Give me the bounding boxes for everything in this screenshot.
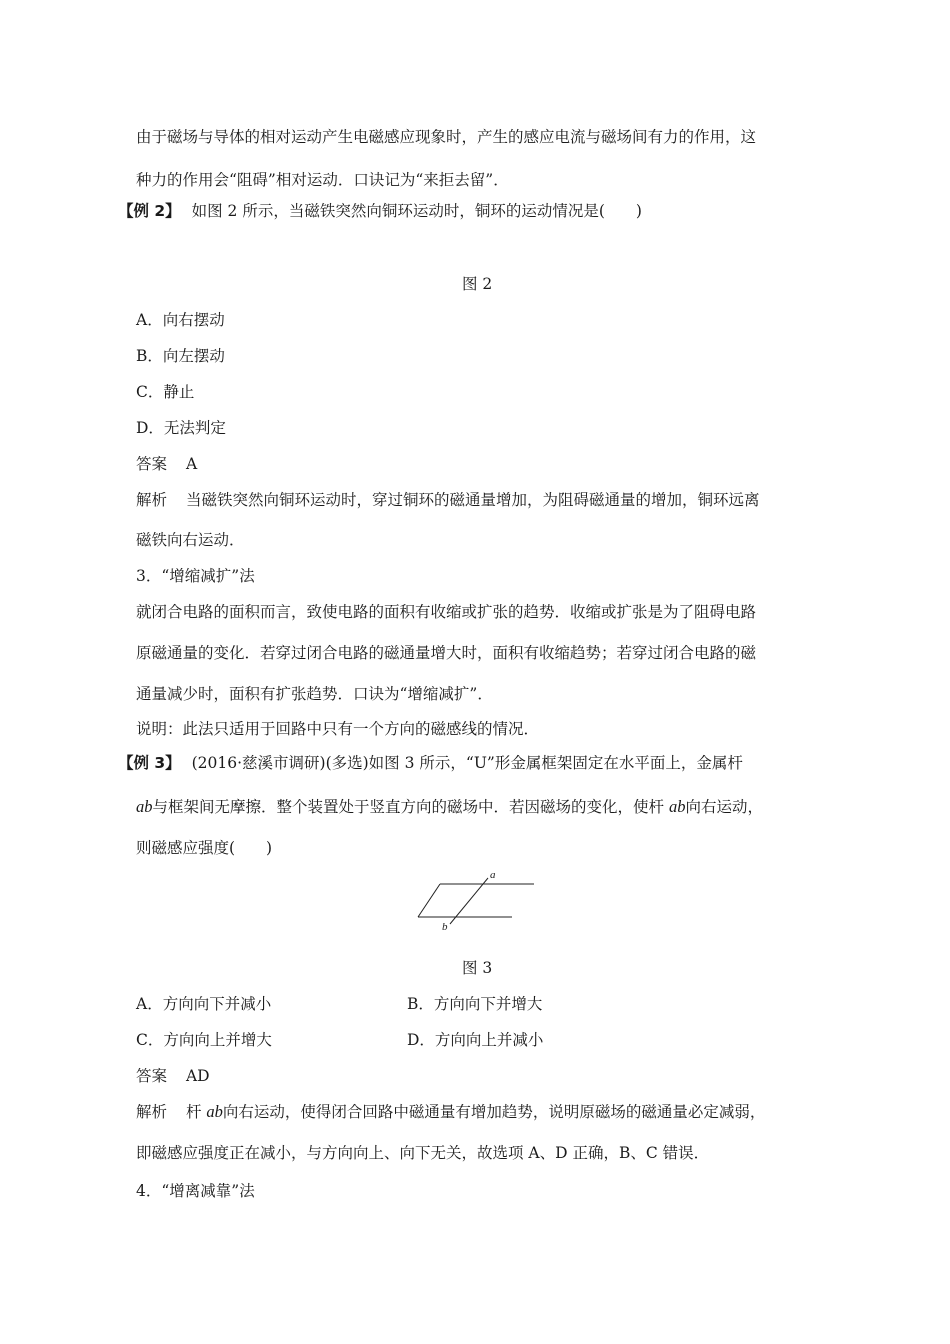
figure3-diagram: [410, 866, 540, 934]
figure3-label-b: b: [442, 921, 448, 933]
example2-question: 如图 2 所示，当磁铁突然向铜环运动时，铜环的运动情况是( ): [191, 202, 642, 220]
example3-analysis-text: 向右运动，使得闭合回路中磁通量有增加趋势，说明原磁场的磁通量必定减弱，: [222, 1103, 766, 1121]
intro-line-2: 种力的作用会“阻碍”相对运动．口诀记为“来拒去留”．: [136, 171, 509, 189]
intro-line-1: 由于磁场与导体的相对运动产生电磁感应现象时，产生的感应电流与磁场间有力的作用，这: [136, 128, 757, 146]
example3-line-3: 则磁感应强度( ): [136, 839, 273, 857]
figure2-caption: 图 2: [462, 275, 493, 293]
example3-analysis-line-2: 即磁感应强度正在减小，与方向向上、向下无关，故选项 A、D 正确，B、C 错误．: [136, 1144, 710, 1162]
section3-note: 说明：此法只适用于回路中只有一个方向的磁感线的情况．: [136, 720, 540, 738]
example2-option-d: D．无法判定: [136, 419, 226, 437]
example2-analysis-line-2: 磁铁向右运动．: [136, 531, 245, 549]
example3-line-2: [136, 797, 763, 817]
frame-left-side: [418, 884, 440, 917]
example3-answer-label: 答案: [136, 1067, 168, 1085]
example3-option-a: A．方向向下并减小: [136, 995, 272, 1013]
example3-line2-end: 向右运动，: [685, 798, 763, 816]
example2-question-line: [118, 201, 642, 221]
example2-tag: 【例 2】: [118, 202, 181, 220]
example2-answer: A: [185, 455, 198, 473]
figure3-caption: 图 3: [462, 959, 493, 977]
example3-answer: AD: [185, 1067, 210, 1085]
example3-analysis-label: 解析: [136, 1103, 168, 1121]
section3-line-1: 就闭合电路的面积而言，致使电路的面积有收缩或扩张的趋势．收缩或扩张是为了阻碍电路: [136, 603, 757, 621]
rod-ab-label-2: ab: [668, 797, 686, 816]
rod-ab-label: ab: [136, 797, 153, 816]
example3-tag: 【例 3】: [118, 754, 181, 772]
example3-option-c: C．方向向上并增大: [136, 1031, 272, 1049]
section4-heading: 4．“增离减靠”法: [136, 1182, 255, 1200]
example3-line1-text: (2016·慈溪市调研)(多选)如图 3 所示，“U”形金属框架固定在水平面上，金属杆: [191, 754, 743, 772]
example3-option-d: D．方向向上并减小: [407, 1031, 544, 1049]
example2-answer-line: [136, 454, 197, 474]
example3-line2-mid: 与框架间无摩擦．整个装置处于竖直方向的磁场中．若因磁场的变化，使杆: [152, 798, 665, 816]
example2-answer-label: 答案: [136, 455, 168, 473]
section3-heading: 3．“增缩减扩”法: [136, 567, 255, 585]
example2-option-b: B．向左摆动: [136, 347, 225, 365]
example3-analysis-pre: 杆: [185, 1103, 202, 1121]
example3-answer-line: [136, 1066, 210, 1086]
figure3-label-a: a: [490, 869, 496, 881]
example2-analysis-label: 解析: [136, 491, 168, 509]
example3-line-1: [118, 753, 743, 773]
section3-line-3: 通量减少时，面积有扩张趋势．口诀为“增缩减扩”．: [136, 685, 493, 703]
example2-option-c: C．静止: [136, 383, 195, 401]
section3-line-2: 原磁通量的变化．若穿过闭合电路的磁通量增大时，面积有收缩趋势；若穿过闭合电路的磁: [136, 644, 757, 662]
example2-analysis-line-1: [136, 490, 759, 510]
example2-analysis-text: 当磁铁突然向铜环运动时，穿过铜环的磁通量增加，为阻碍磁通量的增加，铜环远离: [185, 491, 760, 509]
example2-option-a: A．向右摆动: [136, 311, 225, 329]
rod-ab-label-3: ab: [206, 1102, 223, 1121]
example3-option-b: B．方向向下并增大: [407, 995, 543, 1013]
example3-analysis-line-1: [136, 1102, 765, 1122]
